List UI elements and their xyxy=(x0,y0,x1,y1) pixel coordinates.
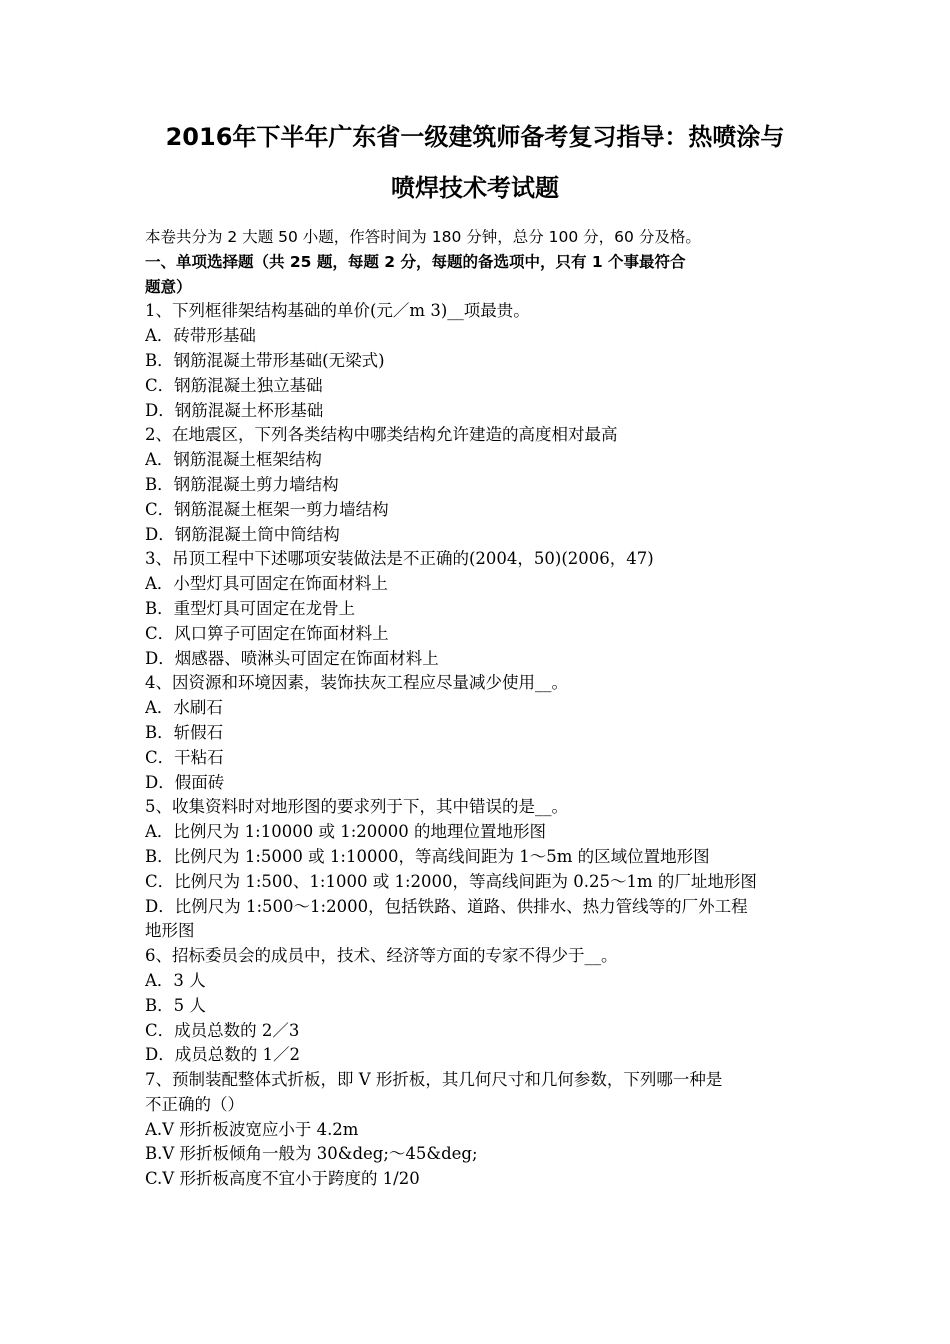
option-line: B．斩假石 xyxy=(145,722,224,742)
option-line: B．比例尺为 1:5000 或 1:10000，等高线间距为 1～5m 的区域位置地形图 xyxy=(145,846,710,866)
option-line: A．砖带形基础 xyxy=(145,326,256,346)
section-heading-line1: 一、单项选择题（共 25 题，每题 2 分，每题的备选项中，只有 1 个事最符合 xyxy=(145,252,686,271)
option-line: D．烟感器、喷淋头可固定在饰面材料上 xyxy=(145,648,439,668)
exam-intro: 本卷共分为 2 大题 50 小题，作答时间为 180 分钟，总分 100 分，60 分及格。 xyxy=(145,228,701,246)
question-line: 1、下列框徘架结构基础的单价(元／m 3)__项最贵。 xyxy=(145,301,530,321)
document-body xyxy=(145,225,825,1192)
option-line: B．钢筋混凝土带形基础(无梁式) xyxy=(145,350,385,370)
option-line: D．钢筋混凝土杯形基础 xyxy=(145,400,324,420)
option-line: A．钢筋混凝土框架结构 xyxy=(145,450,322,470)
question-line: 5、收集资料时对地形图的要求列于下，其中错误的是__。 xyxy=(145,797,568,817)
option-line: C．钢筋混凝土独立基础 xyxy=(145,375,323,395)
question-line: 3、吊顶工程中下述哪项安装做法是不正确的(2004，50)(2006，47) xyxy=(145,549,654,569)
document-title-line1: 2016年下半年广东省一级建筑师备考复习指导：热喷涂与 xyxy=(165,123,785,151)
option-line: C．风口箅子可固定在饰面材料上 xyxy=(145,623,389,643)
option-line: A．3 人 xyxy=(145,970,206,990)
option-line: B．重型灯具可固定在龙骨上 xyxy=(145,598,356,618)
option-line: D．成员总数的 1／2 xyxy=(145,1045,300,1065)
option-line: D．比例尺为 1:500～1:2000，包括铁路、道路、供排水、热力管线等的厂外工程 xyxy=(145,896,748,916)
section-heading-line2: 题意） xyxy=(145,277,192,296)
option-line: D．钢筋混凝土筒中筒结构 xyxy=(145,524,340,544)
question-line: 4、因资源和环境因素，装饰扶灰工程应尽量减少使用__。 xyxy=(145,673,568,693)
option-line: A．小型灯具可固定在饰面材料上 xyxy=(145,574,388,594)
option-line: C．成员总数的 2／3 xyxy=(145,1020,300,1040)
option-line: A．比例尺为 1:10000 或 1:20000 的地理位置地形图 xyxy=(145,822,546,842)
option-line: C．比例尺为 1:500、1:1000 或 1:2000，等高线间距为 0.25～1m 的厂址地形图 xyxy=(145,871,757,891)
option-line: B．5 人 xyxy=(145,995,206,1015)
question-line: 2、在地震区，下列各类结构中哪类结构允许建造的高度相对最高 xyxy=(145,425,618,445)
option-line: A．水刷石 xyxy=(145,698,223,718)
option-line: D．假面砖 xyxy=(145,772,225,792)
question-line-continued: 不正确的（） xyxy=(145,1094,244,1114)
option-line: C．钢筋混凝土框架一剪力墙结构 xyxy=(145,499,389,519)
option-line-continued: 地形图 xyxy=(145,921,195,941)
question-line: 7、预制装配整体式折板，即 V 形折板，其几何尺寸和几何参数，下列哪一种是 xyxy=(145,1070,723,1090)
option-line: A.V 形折板波宽应小于 4.2m xyxy=(145,1119,359,1139)
question-line: 6、招标委员会的成员中，技术、经济等方面的专家不得少于__。 xyxy=(145,946,618,966)
option-line: B．钢筋混凝土剪力墙结构 xyxy=(145,474,339,494)
option-line: C.V 形折板高度不宜小于跨度的 1/20 xyxy=(145,1169,420,1189)
option-line: C．干粘石 xyxy=(145,747,224,767)
document-title-line2: 喷焊技术考试题 xyxy=(391,174,559,202)
option-line: B.V 形折板倾角一般为 30&deg;～45&deg; xyxy=(145,1144,478,1164)
